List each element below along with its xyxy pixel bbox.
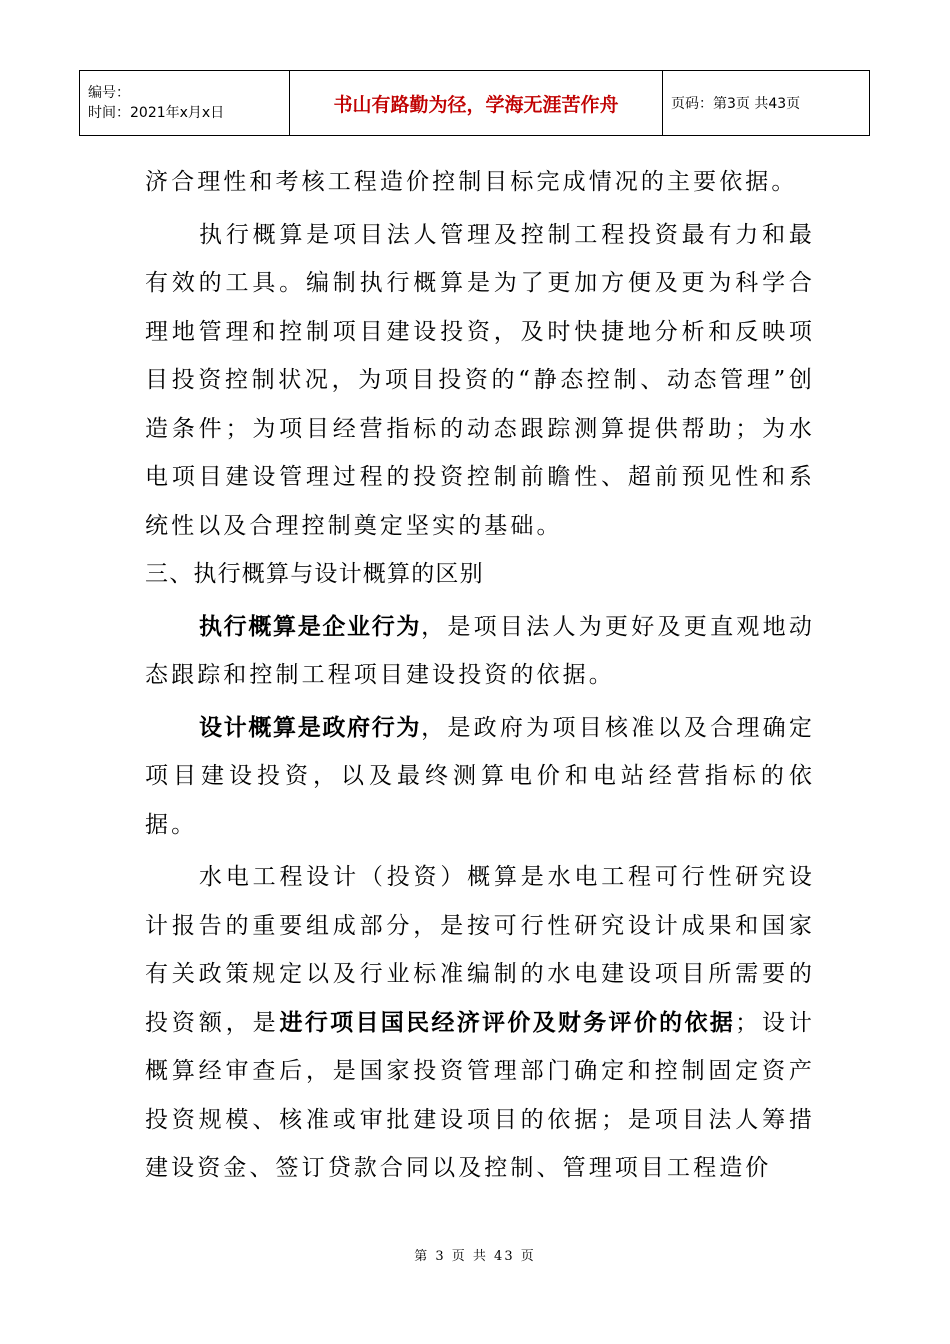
paragraph-5-part-b: ；设计概算经审查后，是国家投资管理部门确定和控制固定资产投资规模、核准或审批建设项目的依据；是项目法人筹措建设资金、签订贷款合同以及控制、管理项目工程造价	[145, 1009, 816, 1181]
page-header	[79, 70, 870, 136]
paragraph-3-bold: 执行概算是企业行为	[199, 613, 422, 640]
paragraph-1: 济合理性和考核工程造价控制目标完成情况的主要依据。	[145, 169, 798, 195]
paragraph-2: 执行概算是项目法人管理及控制工程投资最有力和最有效的工具。编制执行概算是为了更加方便及更为科学合理地管理和控制项目建设投资，及时快捷地分析和反映项目投资控制状况，为项目投资的“静态控制、动态管理”创造条件；为项目经营指标的动态跟踪测算提供帮助；为水电项目建设管理过程的投资控制前瞻性、超前预见性和系统性以及合理控制奠定坚实的基础。	[145, 221, 815, 539]
document-body	[145, 158, 815, 1193]
header-motto: 书山有路勤为径，学海无涯苦作舟	[290, 71, 663, 136]
paragraph-4	[145, 704, 815, 850]
paragraph-3-rest: ，是项目法人为更好及更直观地动态跟踪和控制工程项目建设投资的依据。	[145, 613, 816, 688]
section-heading-3: 三、执行概算与设计概算的区别	[145, 561, 484, 587]
header-meta-cell	[80, 71, 290, 136]
paragraph-5	[145, 853, 815, 1193]
paragraph-5-part-a: 水电工程设计（投资）概算是水电工程可行性研究设计报告的重要组成部分，是按可行性研究设计成果和国家有关政策规定以及行业标准编制的水电建设项目所需要的投资额，是	[145, 864, 815, 1036]
paragraph-4-rest: ，是政府为项目核准以及合理确定项目建设投资，以及最终测算电价和电站经营指标的依据。	[145, 714, 816, 838]
page-footer: 第 3 页 共 43 页	[414, 1249, 536, 1264]
paragraph-5-bold: 进行项目国民经济评价及财务评价的依据	[279, 1009, 736, 1036]
paragraph-4-bold: 设计概算是政府行为	[199, 714, 422, 741]
paragraph-3	[145, 603, 815, 700]
document-number-label: 编号：	[88, 85, 130, 101]
header-page-info: 页码：第3页 共43页	[663, 71, 870, 136]
document-date: 时间：2021年x月x日	[88, 105, 225, 121]
